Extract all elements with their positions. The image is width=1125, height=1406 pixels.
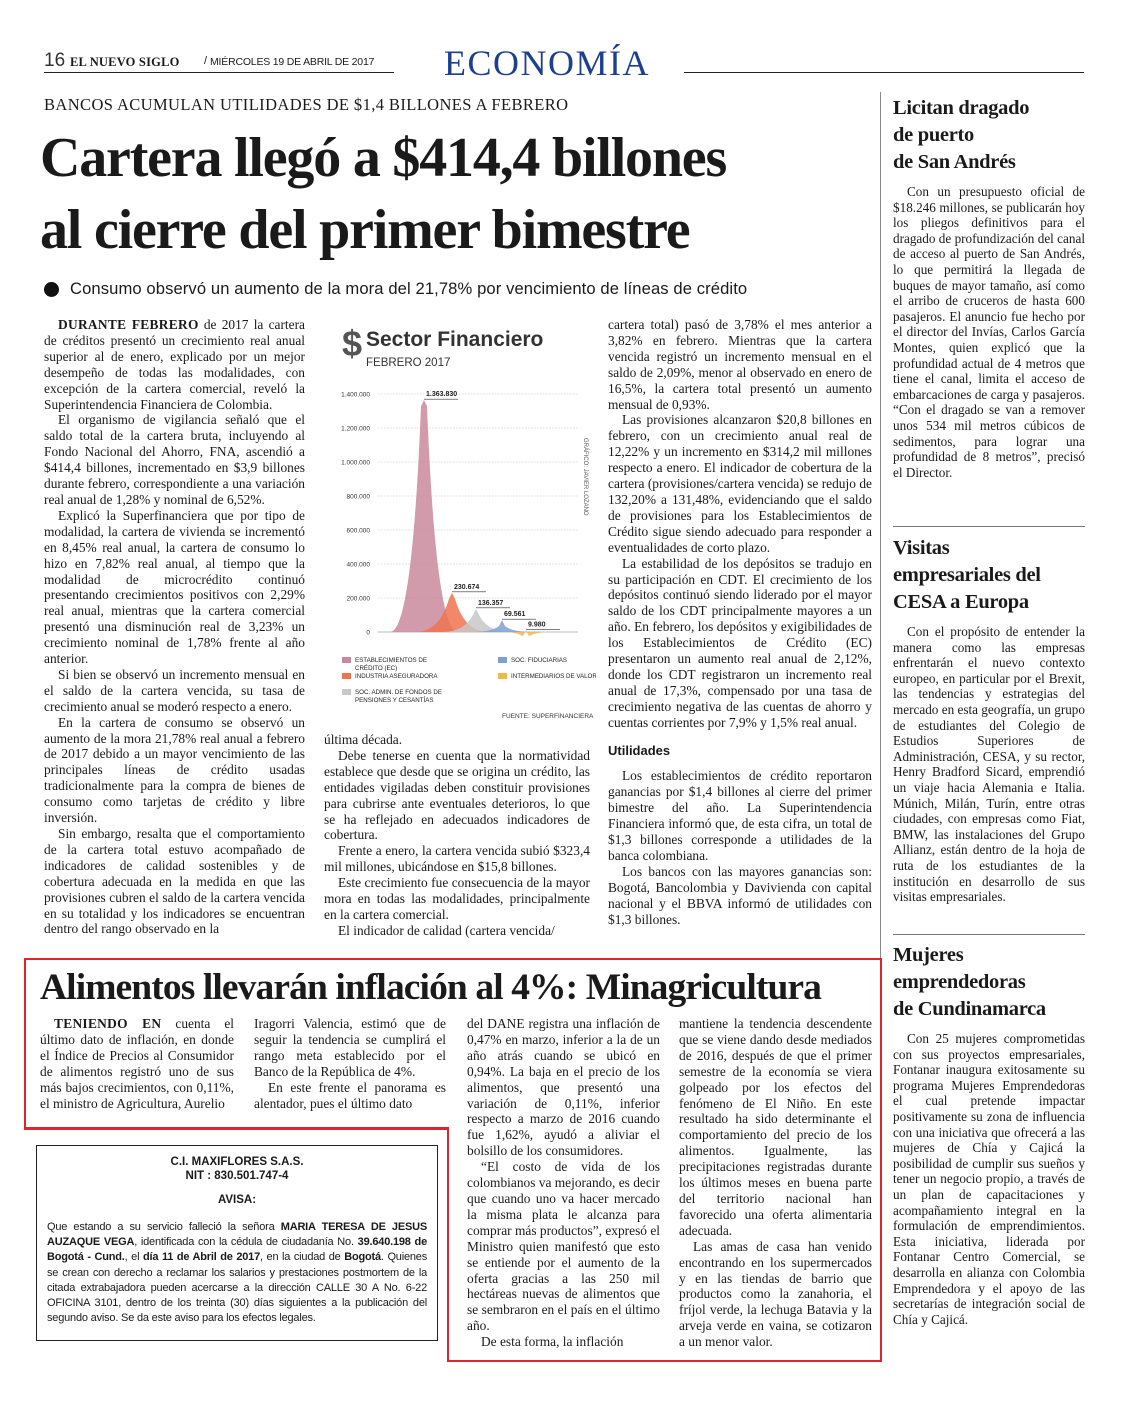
sidebar-story-2 — [893, 535, 1085, 905]
main-story-column-3 — [608, 317, 872, 928]
legend-swatch — [342, 657, 351, 663]
second-story-column-4 — [679, 1016, 872, 1350]
notice-company: C.I. MAXIFLORES S.A.S. — [170, 1156, 304, 1168]
y-tick-label: 200.000 — [346, 595, 370, 603]
paragraph: Las provisiones alcanzaron $20,8 billones en febrero, con un crecimiento anual real de 12,22% y un incremento en $314,2 mil millones respecto a enero. El indicador de cobertura de la cartera (provisiones/cartera vencida) se redujo de 132,20% a 131,48%, evidenciando que el saldo de provisiones para los Establecimientos de Crédito sigue siendo adecuado para responder a eventualidades de corto plazo. — [608, 412, 872, 555]
sidebar-headline: Mujeres emprendedoras de Cundinamarca — [893, 944, 1046, 1020]
dollar-sign-icon: $ — [342, 323, 363, 364]
data-label: 136.357 — [478, 599, 504, 607]
legend-swatch — [498, 673, 507, 679]
legal-notice-box — [36, 1145, 438, 1341]
paragraph: Las amas de casa han venido encontrando en los supermercados y en las tiendas de barrio que productos como la zanahoria, el fríjol verde, la lechuga Batavia y la arveja verde en vaina, se cotizaron a un menor valor. — [679, 1238, 872, 1350]
second-story-column-2 — [254, 1016, 446, 1111]
legend-label: SOC. ADMIN. DE FONDOS DE — [355, 689, 442, 696]
legend-swatch — [498, 657, 507, 663]
legend-label: ESTABLECIMIENTOS DE — [355, 657, 427, 664]
sidebar-headline: Licitan dragado de puerto de San Andrés — [893, 97, 1030, 173]
header-rule-left — [44, 72, 394, 73]
paragraph: Explicó la Superfinanciera que por tipo de modalidad, la cartera de vivienda se incrementó en 8,45% real anual, la cartera de consumo lo hizo en 7,82% real anual, al tiempo que la modalidad de microcrédito continuó presentando crecimientos positivos con 2,29% real anual, mientras que la cartera comercial presentó una disminución real de 3,23% un crecimiento nominal de 1,78% frente al año anterior. — [44, 507, 305, 667]
paragraph: “El costo de vida de los colombianos va mejorando, es decir que cuando uno va hacer mercado la misma plata le alcanza para comprar más productos”, expresó el Ministro quien manifestó que esto se entiende por el aumento de la oferta gracias a las 250 mil hectáreas nuevas de alimentos que se sembraron en el país en el último año. — [467, 1159, 660, 1334]
second-story-column-3 — [467, 1016, 660, 1350]
main-headline-line2: al cierre del primer bimestre — [40, 199, 690, 261]
paragraph: El indicador de calidad (cartera vencida/ — [338, 922, 555, 938]
chart-subtitle: FEBRERO 2017 — [366, 357, 451, 369]
paragraph: DURANTE FEBRERO de 2017 la cartera de créditos presentó un crecimiento real anual superior al de enero, explicado por un mejor desempeño de todas las modalidades, con excepción de la cartera comercial, reveló la Superintendencia Financiera de Colombia. — [44, 317, 305, 412]
paragraph: última década. — [324, 732, 403, 747]
y-tick-label: 0 — [366, 629, 370, 637]
chart-svg — [320, 318, 596, 732]
main-story-column-1 — [44, 317, 305, 937]
paragraph: Los establecimientos de crédito reportaron ganancias por $1,4 billones al cierre del primer bimestre del año. La Superintendencia Financiera informó que, de esta cifra, un total de $1,3 billones corresponde a utilidades de la banca colombiana. — [608, 768, 872, 863]
kicker: BANCOS ACUMULAN UTILIDADES DE $1,4 BILLONES A FEBRERO — [44, 95, 569, 114]
paragraph: Los bancos con las mayores ganancias son: Bogotá, Bancolombia y Davivienda con capital nacional y el BBVA informó de utilidades con $1,3 billones. — [608, 863, 872, 927]
y-tick-label: 800.000 — [346, 493, 370, 501]
y-tick-label: 1.400.000 — [341, 391, 370, 399]
data-label: 9.980 — [528, 621, 546, 629]
main-headline-line1: Cartera llegó a $414,4 billones — [40, 127, 727, 189]
legend-swatch — [342, 689, 351, 695]
paragraph: TENIENDO EN cuenta el último dato de inflación, en donde el Índice de Precios al Consumidor de alimentos registró uno de sus más bajos crecimientos, con 0,11%, el ministro de Agricultura, Aurelio — [40, 1016, 234, 1111]
paragraph: En la cartera de consumo se observó un aumento de la mora 21,78% real anual a febrero de 2017 debido a un mayor vencimiento de las principales líneas de crédito usadas tradicionalmente para la compra de bienes de consumo como tarjetas de crédito y libre inversión. — [44, 714, 305, 826]
paragraph: cartera total) pasó de 3,78% el mes anterior a 3,82% en febrero. Mientras que la cartera vencida registró un incremento mensual en el saldo de 2,09%, menor al observado en enero de 16,5%, la cartera total presentó un aumento mensual de 0,93%. — [608, 317, 872, 412]
sidebar-story-1 — [893, 95, 1085, 480]
sidebar-rule — [893, 526, 1085, 527]
header-separator: / — [204, 55, 208, 67]
y-tick-label: 1.200.000 — [341, 425, 370, 433]
y-tick-label: 400.000 — [346, 561, 370, 569]
masthead: EL NUEVO SIGLO — [70, 55, 180, 69]
paragraph: En este frente el panorama es alentador, pues el último dato — [254, 1079, 446, 1111]
section-title: ECONOMÍA — [444, 43, 650, 83]
paragraph: Debe tenerse en cuenta que la normatividad establece que desde que se origina un crédito, las entidades vigiladas deben constituir provisiones para cubrirse ante eventuales deterioros, lo que se ha reflejado en adecuados indicadores de cobertura. — [324, 747, 590, 843]
paragraph: mantiene la tendencia descendente que se viene dando desde mediados de 2016, después de que el primer semestre de la economía se viera golpeado por los efectos del fenómeno de El Niño. En este resultado ha sido determinante el comportamiento del precio de los alimentos. Igualmente, las precipitaciones registradas durante los últimos meses en buena parte del territorio nacional han favorecido una oferta alimentaria adecuada. — [679, 1016, 872, 1238]
y-tick-label: 1.000.000 — [341, 459, 370, 467]
sidebar-body: Con el propósito de entender la manera como las empresas enfrentarán el nuevo contexto europeo, en particular por el Brexit, las tendencias y estrategias del mercado en esta geografía, un grupo de estudiantes del Colegio de Estudios Superiores de Administración, CESA, y su rector, Henry Bradford Sicard, emprendió un viaje hacia Alemania e Italia. Múnich, Milán, Turín, entre otras ciudades, con empresas como Fiat, BMW, las instalaciones del Grupo Allianz, están dentro de la hoja de ruta de los estudiantes de la institución en desarrollo de sus visitas empresariales. — [893, 624, 1085, 905]
chart-source: FUENTE: SUPERFINANCIERA — [502, 713, 594, 720]
legend-label: PENSIONES Y CESANTÍAS — [355, 697, 434, 704]
chart-peak — [390, 400, 458, 632]
data-label: 69.561 — [504, 611, 526, 619]
sidebar-body: Con un presupuesto oficial de $18.246 millones, se publicarán hoy los pliegos definitivos para el dragado de profundización del canal de acceso al puerto de San Andrés, lo que permitirá la llegada de buques de mayor tamaño, así como el arribo de cruceros de hasta 600 pasajeros. El anuncio fue hecho por el director del Invías, Carlos García Montes, quien explicó que la profundidad actual de 4 metros que tiene el canal, limita el acceso de embarcaciones de carga y pasajeros. “Con el dragado se van a remover unos 534 mil metros cúbicos de sedimentos, para lograr una profundidad de 8 metros”, precisó el Director. — [893, 184, 1085, 480]
legend-label: INTERMEDIARIOS DE VALORES — [511, 673, 596, 680]
paragraph: del DANE registra una inflación de 0,47% en marzo, inferior a la de un año atrás cuando se ubicó en 0,94%. La baja en el precio de los alimentos, que presentó una variación de 0,11%, inferior respecto a marzo de 2016 cuando fue 1,62%, ayudó a aliviar el bolsillo de los consumidores. — [467, 1016, 660, 1159]
paragraph: El organismo de vigilancia señaló que el saldo total de la cartera bruta, incluyendo al Fondo Nacional del Ahorro, FNA, ascendió a $414,4 billones, incrementado en $3,9 billones durante febrero, correspondiente a una variación real anual de 1,28% y nominal de 6,52%. — [44, 412, 305, 507]
financial-sector-chart — [320, 318, 596, 732]
notice-body: Que estando a su servicio falleció la señora MARIA TERESA DE JESUS AUZAQUE VEGA, identificada con la cédula de ciudadanía No. 39.640.198 de Bogotá - Cund., el día 11 de Abril de 2017, en la ciudad de Bogotá. Quienes se crean con derecho a reclamar los salarios y prestaciones postmortem de la citada extrabajadora pueden acercarse a la dirección CALLE 30 A No. 6-22 OFICINA 3101, dentro de los treinta (30) días siguientes a la publicación del segundo aviso. Se da este aviso para los efectos legales. — [47, 1221, 428, 1325]
chart-credit: GRÁFICO: JAVIER LOZANO — [582, 438, 588, 516]
issue-date: MIÉRCOLES 19 DE ABRIL DE 2017 — [210, 56, 375, 68]
paragraph: Iragorri Valencia, estimó que de seguir la tendencia se cumplirá el rango meta establecido por el Banco de la República de 4%. — [254, 1016, 446, 1079]
legend-label: CRÉDITO (EC) — [355, 665, 398, 672]
paragraph: De esta forma, la inflación — [481, 1334, 624, 1350]
sidebar-rule — [893, 934, 1085, 935]
data-label: 230.674 — [454, 583, 480, 591]
chart-title: Sector Financiero — [366, 328, 544, 351]
paragraph: Si bien se observó un incremento mensual en el saldo de la cartera vencida, su tasa de crecimiento anual se moderó respecto a enero. — [44, 666, 305, 714]
sidebar-body: Con 25 mujeres comprometidas con sus proyectos empresariales, Fontanar inaugura exitosamente su programa Mujeres Emprendedoras el cual pretende impactar positivamente su zona de influencia con una iniciativa que ofrecerá a las mujeres de Chía y Cajicá la posibilidad de cumplir sus sueños y tener un negocio propio, a través de un plan de capacitaciones y acompañamiento integral en la formulación de emprendimientos. Esta iniciativa, liderada por Fontanar Centro Comercial, se desarrolla en alianza con Colombia Emprendedora y el apoyo de las secretarías de integración social de Chía y Cajicá. — [893, 1031, 1085, 1327]
main-story-column-2 — [324, 732, 590, 939]
second-story-column-1 — [40, 1016, 234, 1111]
deck: Consumo observó un aumento de la mora del 21,78% por vencimiento de líneas de crédito — [70, 279, 748, 298]
paragraph: Frente a enero, la cartera vencida subió $323,4 mil millones, ubicándose en $15,8 billones. — [324, 843, 590, 875]
data-label: 1.363.830 — [426, 391, 458, 399]
lead-in: DURANTE FEBRERO — [58, 317, 199, 332]
highlight-outline-step — [24, 1127, 449, 1130]
header-rule-right — [684, 72, 1084, 73]
subheading: Utilidades — [608, 742, 671, 758]
paragraph: Este crecimiento fue consecuencia de la mayor mora en todas las modalidades, principalmente en la cartera comercial. — [324, 875, 590, 922]
sidebar-headline: Visitas empresariales del CESA a Europa — [893, 537, 1041, 613]
paragraph: La estabilidad de los depósitos se tradujo en su participación en CDT. El crecimiento de los depósitos continuó siendo liderado por el mayor saldo de los CDT principalmente mayores a un año. En febrero, los depósitos y exigibilidades de los Establecimientos de Crédito (EC) presentaron un aumento real anual de 2,12%, donde los CDT registraron un incremento real anual de 17,3%, compensado por una tasa de crecimiento negativa de las cuentas de ahorro y cuentas corrientes por 7,9% y 1,5% real anual. — [608, 555, 872, 730]
paragraph: Sin embargo, resalta que el comportamiento de la cartera total estuvo acompañado de indicadores de calidad sostenibles y de cobertura adecuada en la medida en que las provisiones cubren el saldo de la cartera vencida en su totalidad y los indicadores se encuentran dentro del rango observado en la — [44, 826, 305, 937]
legend-label: SOC. FIDUCIARIAS — [511, 657, 568, 664]
deck-bullet-icon — [44, 282, 59, 297]
y-tick-label: 600.000 — [346, 527, 370, 535]
page-header — [44, 43, 1084, 84]
notice-nit: NIT : 830.501.747-4 — [185, 1170, 289, 1182]
notice-title: AVISA: — [217, 1194, 257, 1206]
second-headline: Alimentos llevarán inflación al 4%: Minagricultura — [40, 967, 821, 1008]
page-number: 16 — [44, 50, 66, 71]
legend-label: INDUSTRIA ASEGURADORA — [355, 673, 438, 680]
sidebar-story-3 — [893, 942, 1085, 1327]
legend-swatch — [342, 673, 351, 679]
